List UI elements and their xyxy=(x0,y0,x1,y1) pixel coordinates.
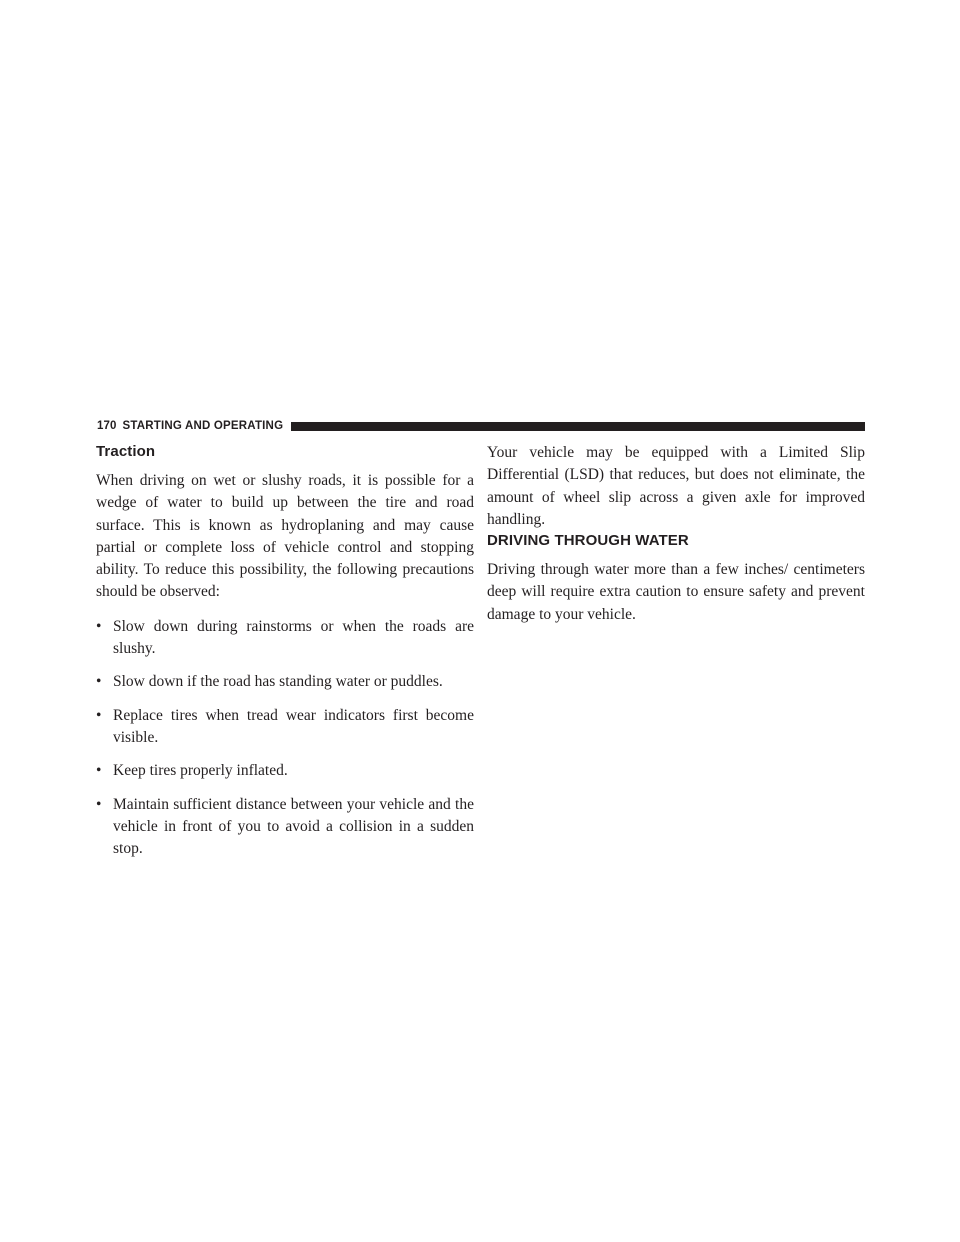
page-header xyxy=(97,418,865,434)
list-item-text: Keep tires properly inflated. xyxy=(113,762,288,780)
list-item xyxy=(96,760,474,782)
bullet-icon: • xyxy=(96,673,102,691)
right-column xyxy=(487,442,865,626)
list-item xyxy=(96,616,474,661)
bullet-icon: • xyxy=(96,762,102,780)
list-item xyxy=(96,671,474,693)
list-item-text: Slow down if the road has standing water or puddles. xyxy=(113,673,443,691)
list-item-text: Replace tires when tread wear indicators first become visible. xyxy=(113,706,474,746)
traction-precautions-list xyxy=(96,616,474,861)
section-title: STARTING AND OPERATING xyxy=(122,420,284,432)
list-item xyxy=(96,705,474,750)
header-rule xyxy=(291,422,865,431)
lsd-paragraph: Your vehicle may be equipped with a Limited Slip Differential (LSD) that reduces, but does not eliminate, the amount of wheel slip across a given axle for improved handling. xyxy=(487,444,865,528)
bullet-icon: • xyxy=(96,617,102,635)
page-number: 170 xyxy=(97,420,117,432)
bullet-icon: • xyxy=(96,706,102,724)
left-column xyxy=(96,442,474,871)
list-item-text: Maintain sufficient distance between your vehicle and the vehicle in front of you to avoid a collision in a sudden stop. xyxy=(113,795,474,858)
traction-heading: Traction xyxy=(96,443,156,460)
list-item xyxy=(96,794,474,861)
driving-through-water-paragraph: Driving through water more than a few inches/ centimeters deep will require extra caution to ensure safety and prevent damage to your vehicle. xyxy=(487,561,865,623)
driving-through-water-heading: DRIVING THROUGH WATER xyxy=(487,532,689,550)
list-item-text: Slow down during rainstorms or when the roads are slushy. xyxy=(113,617,474,658)
traction-intro: When driving on wet or slushy roads, it is possible for a wedge of water to build up between the tire and road surface. This is known as hydroplaning and may cause partial or complete loss of vehicle control and stopping ability. To reduce this possibility, the following precautions should be observed: xyxy=(96,472,474,601)
bullet-icon: • xyxy=(96,795,102,813)
